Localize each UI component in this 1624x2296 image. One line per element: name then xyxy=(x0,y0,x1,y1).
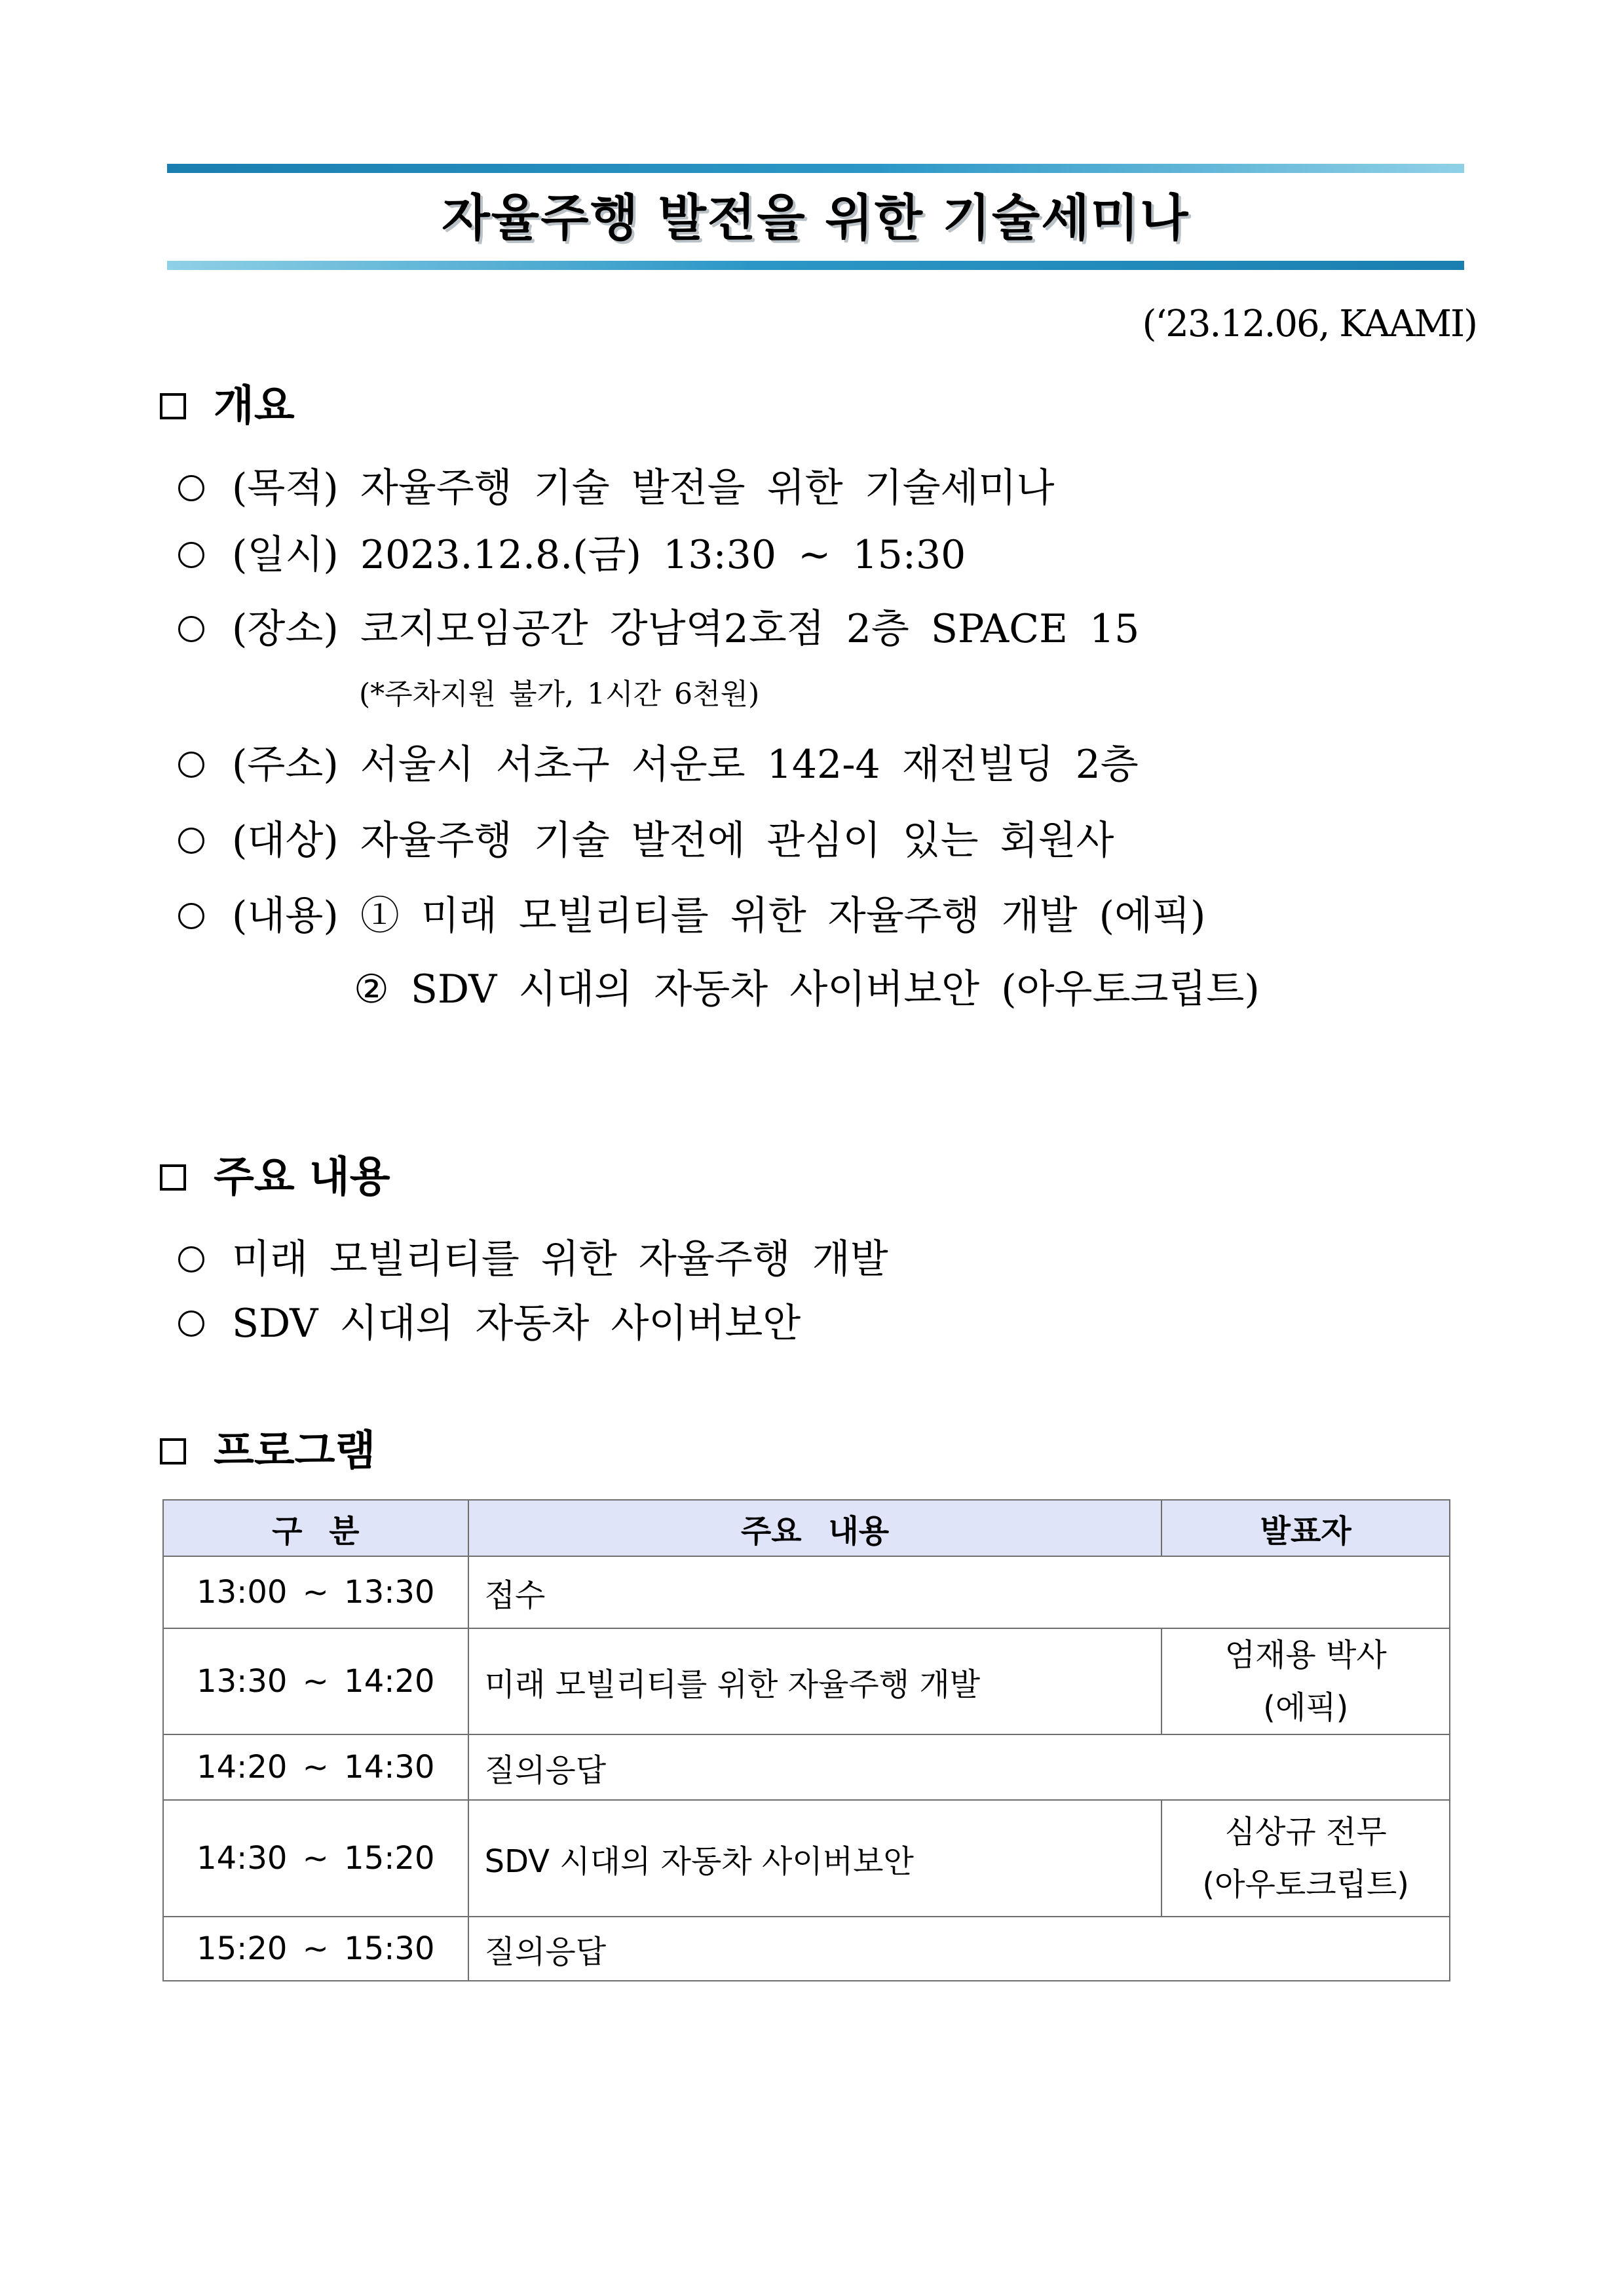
column-header-presenter: 발표자 xyxy=(1161,1500,1450,1556)
item-text: 코지모임공간 강남역2호점 2층 SPACE 15 xyxy=(360,606,1140,652)
square-bullet-icon xyxy=(160,393,186,419)
item-label: (목적) xyxy=(232,465,339,511)
table-row xyxy=(163,1800,1450,1917)
overview-item-datetime xyxy=(178,526,966,584)
item-text: 자율주행 기술 발전에 관심이 있는 회원사 xyxy=(360,818,1114,864)
overview-item-address xyxy=(178,735,1139,794)
document-title: 자율주행 발전을 위한 기술세미나 xyxy=(442,189,1190,247)
main-content-item xyxy=(178,1294,801,1353)
overview-item-target xyxy=(178,811,1114,870)
document-date: (‘23.12.06, KAAMI) xyxy=(1142,303,1477,345)
column-header-time: 구 분 xyxy=(163,1500,468,1556)
title-rule-bottom xyxy=(167,261,1464,270)
cell-time: 15:20 ~ 15:30 xyxy=(163,1917,468,1981)
presenter-name: 엄재용 박사 xyxy=(1224,1637,1387,1674)
overview-item-content xyxy=(178,887,1205,946)
table-row xyxy=(163,1734,1450,1800)
item-text: SDV 시대의 자동차 사이버보안 xyxy=(232,1301,801,1347)
item-label: (내용) xyxy=(232,893,339,939)
section-title: 프로그램 xyxy=(214,1427,376,1476)
parking-note: (*주차지원 불가, 1시간 6천원) xyxy=(359,678,760,711)
cell-time: 13:30 ~ 14:20 xyxy=(163,1628,468,1734)
table-row xyxy=(163,1917,1450,1981)
circle-bullet-icon xyxy=(178,616,204,642)
circle-bullet-icon xyxy=(178,1311,204,1337)
item-label: (주소) xyxy=(232,742,339,788)
table-header-row xyxy=(163,1500,1450,1556)
item-text: ① 미래 모빌리티를 위한 자율주행 개발 (에픽) xyxy=(360,893,1206,939)
presenter-affiliation: (에픽) xyxy=(1263,1689,1349,1726)
section-program xyxy=(160,1422,375,1481)
item-text: 자율주행 기술 발전을 위한 기술세미나 xyxy=(360,465,1055,511)
cell-content: 접수 xyxy=(468,1556,1450,1628)
cell-content: SDV 시대의 자동차 사이버보안 xyxy=(468,1800,1162,1917)
overview-item-venue xyxy=(178,600,1139,659)
table-row xyxy=(163,1628,1450,1734)
item-text: 서울시 서초구 서운로 142-4 재전빌딩 2층 xyxy=(360,742,1139,788)
main-content-item xyxy=(178,1230,888,1289)
cell-time: 14:30 ~ 15:20 xyxy=(163,1800,468,1917)
square-bullet-icon xyxy=(160,1438,186,1464)
item-text: 미래 모빌리티를 위한 자율주행 개발 xyxy=(232,1236,888,1282)
cell-content: 질의응답 xyxy=(468,1917,1450,1981)
circle-bullet-icon xyxy=(178,1246,204,1272)
table-row xyxy=(163,1556,1450,1628)
section-overview xyxy=(160,377,295,436)
item-label: (일시) xyxy=(232,532,339,578)
cell-presenter xyxy=(1161,1800,1450,1917)
section-main-content xyxy=(160,1148,390,1207)
cell-content: 질의응답 xyxy=(468,1734,1450,1800)
overview-item-purpose xyxy=(178,459,1054,518)
section-title: 주요 내용 xyxy=(214,1153,390,1202)
item-text: 2023.12.8.(금) 13:30 ~ 15:30 xyxy=(360,532,966,578)
cell-content: 미래 모빌리티를 위한 자율주행 개발 xyxy=(468,1628,1162,1734)
overview-content-sub: ② SDV 시대의 자동차 사이버보안 (아우토크립트) xyxy=(354,966,1260,1012)
item-label: (장소) xyxy=(232,606,339,652)
cell-presenter xyxy=(1161,1628,1450,1734)
section-title: 개요 xyxy=(214,382,295,430)
presenter-affiliation: (아우토크립트) xyxy=(1202,1866,1410,1903)
circle-bullet-icon xyxy=(178,542,204,568)
item-label: (대상) xyxy=(232,818,339,864)
circle-bullet-icon xyxy=(178,903,204,929)
title-rule-top xyxy=(167,164,1464,173)
circle-bullet-icon xyxy=(178,752,204,778)
cell-time: 14:20 ~ 14:30 xyxy=(163,1734,468,1800)
circle-bullet-icon xyxy=(178,475,204,501)
square-bullet-icon xyxy=(160,1164,186,1191)
cell-time: 13:00 ~ 13:30 xyxy=(163,1556,468,1628)
presenter-name: 심상규 전무 xyxy=(1224,1814,1387,1850)
column-header-content: 주요 내용 xyxy=(468,1500,1162,1556)
circle-bullet-icon xyxy=(178,828,204,854)
program-table xyxy=(162,1499,1450,1981)
